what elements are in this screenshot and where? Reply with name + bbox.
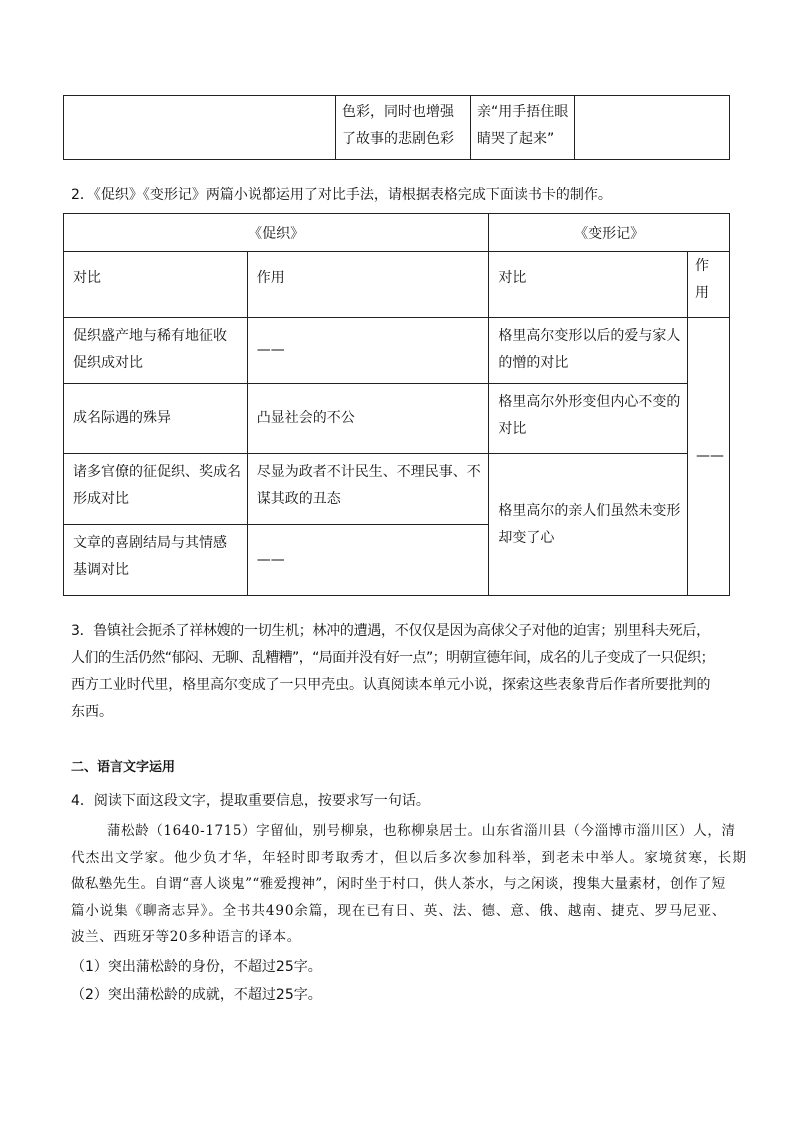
top-table-cell-3-line-1: 亲“用手捂住眼 — [477, 104, 569, 120]
q3-line-1: 3．鲁镇社会扼杀了祥林嫂的一切生机；林冲的遭遇，不仅仅是因为高俅父子对他的迫害；别里科夫死后， — [71, 623, 710, 639]
q2-right-row-2-line-1: 格里高尔外形变但内心不变的 — [498, 394, 681, 410]
q2-right-row-3-line-2: 却变了心 — [498, 529, 555, 546]
q2-row-4-effect-text: —— — [256, 551, 285, 568]
q2-row-2-contrast — [64, 384, 248, 454]
q2-label-zuoyong2-line-1: 作 — [694, 258, 709, 274]
q3-line-3: 西方工业时代里，格里高尔变成了一只甲壳虫。认真阅读本单元小说，探索这些表象背后作者所要批判的 — [71, 677, 711, 693]
q2-label-duibi2-cell — [489, 252, 688, 318]
q4-sub-2: （2）突出蒲松龄的成就，不超过25字。 — [71, 987, 322, 1003]
q4-sub-1: （1）突出蒲松龄的身份，不超过25字。 — [71, 959, 322, 975]
top-table-cell-3 — [471, 96, 575, 160]
q4-passage-line-5: 波兰、西班牙等20多种语言的译本。 — [71, 929, 301, 945]
top-table-cell-2-line-2: 了故事的悲剧色彩 — [342, 131, 454, 147]
top-table — [63, 95, 730, 160]
q2-right-effect — [687, 318, 729, 596]
q2-label-duibi-cell — [64, 252, 248, 318]
q2-label-duibi2: 对比 — [498, 270, 527, 286]
q2-row-1-contrast-line-1: 促织盛产地与稀有地征收 — [73, 328, 227, 344]
q2-row-2-effect — [247, 384, 489, 454]
q2-right-effect-text: —— — [695, 448, 724, 464]
q2-row-3-effect-line-2: 谋其政的丑态 — [256, 491, 341, 507]
q2-row-1-contrast — [64, 318, 248, 384]
q2-head-cuzhi — [64, 214, 489, 252]
q2-row-3-contrast — [64, 454, 248, 525]
q2-row-4-contrast-line-1: 文章的喜剧结局与其情感 — [73, 535, 227, 551]
q2-right-row-3-line-1: 格里高尔的亲人们虽然未变形 — [498, 502, 681, 519]
q2-head-bianxing-text: 《变形记》 — [574, 225, 645, 242]
q2-right-row-2 — [489, 384, 688, 454]
q2-row-2-effect-text: 凸显社会的不公 — [256, 410, 355, 426]
q2-row-2-contrast-text: 成名际遇的殊异 — [73, 410, 171, 426]
q4-passage-line-3: 做私塾先生。自谓“喜人谈鬼”“雅爱搜神”，闲时坐于村口，供人茶水，与之闲谈，搜集大量素材，创作了短 — [71, 876, 726, 892]
q2-prompt: 2．《促织》《变形记》两篇小说都运用了对比手法，请根据表格完成下面读书卡的制作。 — [71, 187, 612, 203]
q2-row-1-effect-text: —— — [256, 342, 285, 358]
q2-row-3-effect — [247, 454, 489, 525]
q2-label-zuoyong2-cell — [687, 252, 729, 318]
q2-row-3-effect-line-1: 尽显为政者不计民生、不理民事、不 — [256, 464, 481, 480]
q3-line-4: 东西。 — [71, 704, 113, 720]
top-table-cell-2 — [336, 96, 471, 160]
q2-right-row-1 — [489, 318, 688, 384]
q2-label-zuoyong2-line-2: 用 — [694, 285, 709, 301]
q2-label-zuoyong: 作用 — [256, 270, 285, 286]
q2-table — [63, 213, 730, 596]
q3-line-2: 人们的生活仍然“郁闷、无聊、乱糟糟”，“局面并没有好一点”；明朝宣德年间，成名的儿子变成了一只促织； — [71, 650, 715, 666]
q2-right-row-3 — [489, 454, 688, 596]
top-table-cell-3-line-2: 睛哭了起来” — [477, 131, 555, 147]
q2-right-row-2-line-2: 对比 — [498, 421, 527, 437]
q2-row-4-effect — [247, 525, 489, 596]
q2-row-4-contrast-line-2: 基调对比 — [73, 562, 129, 578]
q2-row-4-contrast — [64, 525, 248, 596]
q2-label-duibi: 对比 — [73, 270, 101, 286]
q2-head-cuzhi-text: 《促织》 — [248, 225, 305, 242]
top-table-cell-2-line-1: 色彩，同时也增强 — [342, 104, 454, 120]
q2-right-row-1-line-2: 的憎的对比 — [498, 355, 569, 371]
q2-head-bianxing — [489, 214, 730, 252]
q2-right-row-1-line-1: 格里高尔变形以后的爱与家人 — [498, 328, 681, 344]
q2-row-1-contrast-line-2: 促织成对比 — [73, 355, 143, 371]
q2-row-3-contrast-line-2: 形成对比 — [73, 491, 129, 507]
q4-passage-line-2: 代杰出文学家。他少负才华，年轻时即考取秀才，但以后多次参加科举，到老未中举人。家境贫寒，长期 — [71, 849, 748, 866]
q4-passage-line-1: 蒲松龄（1640-1715）字留仙，别号柳泉，也称柳泉居士。山东省淄川县（今淄博市淄川区）人，清 — [107, 823, 736, 839]
top-table-cell-4 — [575, 96, 730, 160]
q2-row-1-effect — [247, 318, 489, 384]
q3-text — [71, 618, 731, 726]
q2-row-3-contrast-line-1: 诸多官僚的征促织、奖成名 — [73, 464, 241, 480]
q4-passage-line-4: 篇小说集《聊斋志异》。全书共490余篇，现在已有日、英、法、德、意、俄、越南、捷克、罗马尼亚、 — [71, 902, 727, 919]
q4-prompt: 4．阅读下面这段文字，提取重要信息，按要求写一句话。 — [71, 793, 430, 809]
q2-label-zuoyong-cell — [247, 252, 489, 318]
q4-passage — [71, 818, 748, 951]
top-table-cell-1 — [64, 96, 336, 160]
section-heading: 二、语言文字运用 — [71, 760, 176, 775]
